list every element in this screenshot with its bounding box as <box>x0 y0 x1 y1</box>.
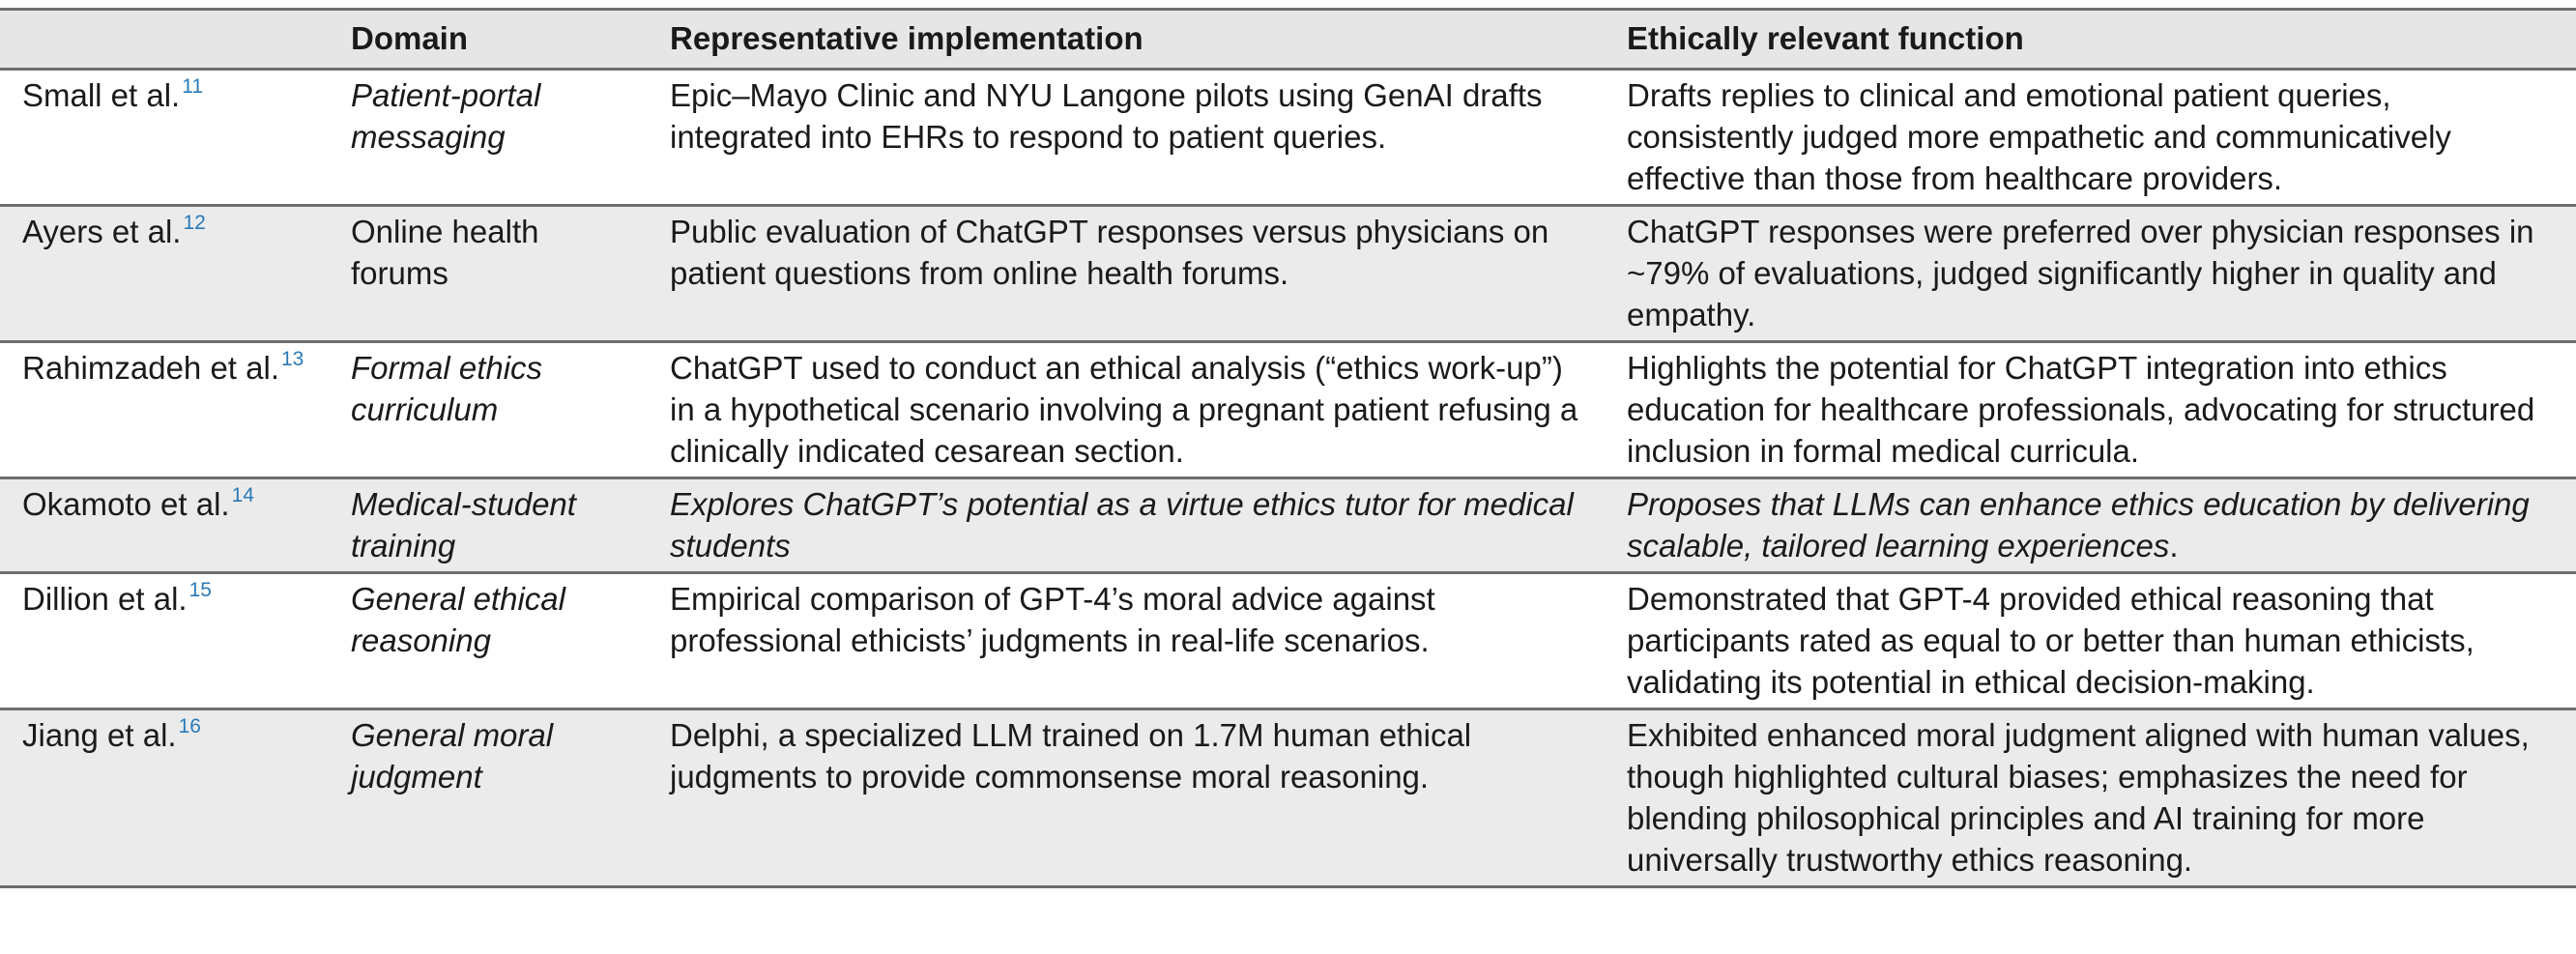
table-row <box>0 573 2576 709</box>
implementation-cell: Explores ChatGPT’s potential as a virtue ethics tutor for medical students <box>670 486 1574 564</box>
domain-cell: Formal ethics curriculum <box>351 350 543 427</box>
function-cell: Highlights the potential for ChatGPT integration into ethics education for healthcare professionals, advocating for structured inclusion in formal medical curricula. <box>1627 350 2535 469</box>
table-row <box>0 478 2576 573</box>
implementation-cell: Delphi, a specialized LLM trained on 1.7M human ethical judgments to provide commonsense moral reasoning. <box>670 717 1472 795</box>
function-cell: ChatGPT responses were preferred over physician responses in ~79% of evaluations, judged significantly higher in quality and empathy. <box>1627 214 2534 332</box>
function-text: Proposes that LLMs can enhance ethics education by delivering scalable, tailored learning experiences <box>1627 486 2530 564</box>
implementation-cell: Epic–Mayo Clinic and NYU Langone pilots using GenAI drafts integrated into EHRs to respond to patient queries. <box>670 77 1543 155</box>
reference-link[interactable]: 16 <box>178 715 201 737</box>
study-cell <box>0 709 329 887</box>
domain-cell: Medical-student training <box>351 486 576 564</box>
implementation-cell: Public evaluation of ChatGPT responses versus physicians on patient questions from online health forums. <box>670 214 1549 291</box>
study-cell <box>0 573 329 709</box>
header-domain: Domain <box>351 20 469 56</box>
reference-link[interactable]: 11 <box>182 75 204 98</box>
function-cell <box>1605 478 2576 573</box>
study-cell <box>0 70 329 206</box>
table-header-row <box>0 10 2576 70</box>
study-name: Ayers et al. <box>22 214 182 249</box>
implementation-cell: Empirical comparison of GPT-4’s moral advice against professional ethicists’ judgments in real-life scenarios. <box>670 581 1435 658</box>
studies-table <box>0 8 2576 888</box>
reference-link[interactable]: 15 <box>188 579 212 601</box>
table-row <box>0 709 2576 887</box>
study-cell <box>0 342 329 478</box>
study-name: Okamoto et al. <box>22 486 230 522</box>
domain-cell: General moral judgment <box>351 717 554 795</box>
header-implementation: Representative implementation <box>670 20 1143 56</box>
function-cell: Demonstrated that GPT-4 provided ethical reasoning that participants rated as equal to or better than human ethicists, validating its potential in ethical decision-making. <box>1627 581 2475 700</box>
function-cell: Drafts replies to clinical and emotional patient queries, consistently judged more empathetic and communicatively effective than those from healthcare providers. <box>1627 77 2451 196</box>
domain-cell: Online health forums <box>351 214 539 291</box>
study-name: Dillion et al. <box>22 581 188 617</box>
header-function: Ethically relevant function <box>1627 20 2024 56</box>
reference-link[interactable]: 12 <box>183 212 206 234</box>
studies-table-container <box>0 8 2576 888</box>
implementation-cell: ChatGPT used to conduct an ethical analysis (“ethics work-up”) in a hypothetical scenario involving a pregnant patient refusing a clinically indicated cesarean section. <box>670 350 1578 469</box>
table-row <box>0 342 2576 478</box>
reference-link[interactable]: 13 <box>280 348 304 370</box>
function-cell: Exhibited enhanced moral judgment aligned with human values, though highlighted cultural biases; emphasizes the need for blending philosophical principles and AI training for more universally trustworthy ethics reasoning. <box>1627 717 2530 878</box>
table-row <box>0 70 2576 206</box>
study-cell <box>0 206 329 342</box>
header-study <box>0 10 329 70</box>
reference-link[interactable]: 14 <box>231 484 254 506</box>
table-row <box>0 206 2576 342</box>
function-suffix: . <box>2169 528 2179 564</box>
domain-cell: Patient-portal messaging <box>351 77 541 155</box>
study-name: Rahimzadeh et al. <box>22 350 279 386</box>
study-cell <box>0 478 329 573</box>
domain-cell: General ethical reasoning <box>351 581 565 658</box>
study-name: Jiang et al. <box>22 717 177 753</box>
study-name: Small et al. <box>22 77 181 113</box>
